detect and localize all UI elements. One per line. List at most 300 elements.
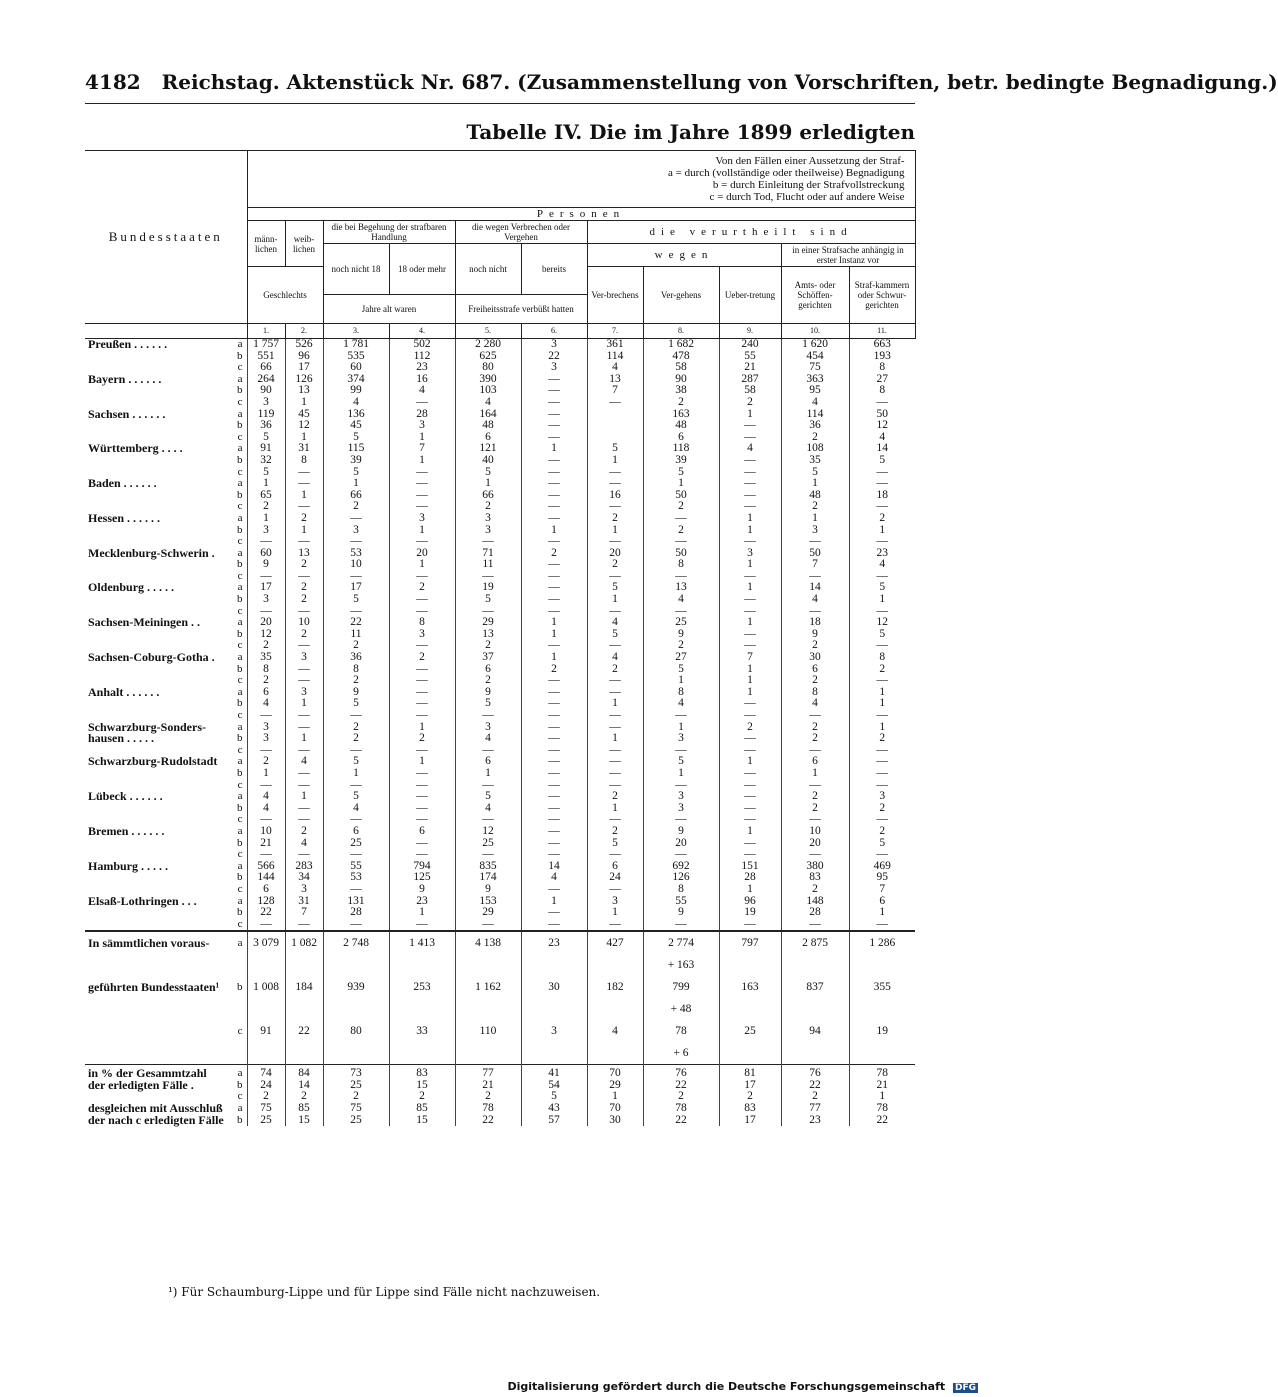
cell-value: 2 [285,629,323,641]
cell-value: — [719,919,781,932]
cell-value: — [323,849,389,861]
table-row [85,954,915,976]
cell-value: — [643,814,719,826]
cell-value: — [849,536,915,548]
cell-value: 8 [643,687,719,699]
cell-value: — [389,501,455,513]
state-name: Bayern . . . . . . [88,371,162,386]
cell-value: 6 [643,432,719,444]
row-letter: b [237,732,243,745]
cell-value [781,954,849,976]
cell-value [719,998,781,1020]
cell-value: 2 [323,733,389,745]
cell-value: 5 [323,756,389,768]
cell-value: 48 [781,490,849,502]
cell-value: 355 [849,976,915,998]
cell-value: 37 [455,652,521,664]
cell-value: 38 [643,385,719,397]
row-letter: a [237,720,243,733]
column-number: 6. [521,324,587,339]
cell-value: — [781,710,849,722]
cell-value: 1 [285,397,323,409]
cell-value: — [285,803,323,815]
cell-value: — [285,780,323,792]
table-row [85,443,915,455]
cell-value: — [849,780,915,792]
cell-value: — [285,467,323,479]
cell-value: 4 [781,594,849,606]
column-number: 1. [247,324,285,339]
cell-value: 36 [247,420,285,432]
cell-value: — [521,675,587,687]
column-number: 8. [643,324,719,339]
cell-value: 91 [247,443,285,455]
cell-value: 287 [719,374,781,386]
cell-value: — [389,838,455,850]
cell-value: — [587,756,643,768]
cell-value: 70 [587,1103,643,1115]
cell-value: 22 [247,907,285,919]
cell-value: 30 [587,1115,643,1127]
cell-value: 1 [389,907,455,919]
cell-value [323,1042,389,1065]
cell-value: — [389,849,455,861]
cell-value: 1 [719,513,781,525]
cell-value: 78 [849,1103,915,1115]
cell-value: — [521,455,587,467]
state-name [85,998,233,1020]
cell-value: 5 [587,629,643,641]
cell-value: 1 [719,826,781,838]
cell-value: — [323,571,389,583]
state-name [85,838,233,850]
cell-value: — [323,745,389,757]
digitization-notice [507,1380,978,1393]
cell-value: 835 [455,861,521,873]
cell-value: — [781,536,849,548]
cell-value: 4 [247,791,285,803]
cell-value: 1 162 [455,976,521,998]
table-row [85,629,915,641]
row-letter: c [237,1025,243,1038]
cell-value: 3 [285,687,323,699]
cell-value: 7 [285,907,323,919]
cell-value: 2 [247,756,285,768]
note-b: b = durch Einleitung der Strafvollstreckung [712,179,905,191]
cell-value: 3 [521,362,587,374]
cell-value: 163 [643,409,719,421]
cell-value: 66 [247,362,285,374]
cell-value: — [781,849,849,861]
cell-value: — [643,571,719,583]
state-name: Sachsen-Coburg-Gotha . [88,650,215,665]
cell-value: — [719,710,781,722]
cell-value: — [719,594,781,606]
cell-value [247,954,285,976]
cell-value: — [849,745,915,757]
cell-value: — [587,745,643,757]
cell-value [587,1042,643,1065]
cell-value: 5 [643,467,719,479]
table-row [85,1020,915,1042]
cell-value: 5 [455,791,521,803]
cell-value: — [285,478,323,490]
cell-value: 3 [323,525,389,537]
cell-value: 1 [719,687,781,699]
cell-value: — [521,490,587,502]
cell-value: 1 [719,582,781,594]
state-name: geführten Bundesstaaten¹ [88,980,220,995]
column-number: 11. [849,324,915,339]
cell-value: — [587,571,643,583]
cell-value: 4 [781,698,849,710]
cell-value: — [285,849,323,861]
cell-value: 1 [849,907,915,919]
cell-value: 164 [455,409,521,421]
cell-value: 1 [587,698,643,710]
cell-value: 25 [323,1115,389,1127]
row-letter: b [237,1078,243,1091]
state-name: In sämmtlichen voraus- [85,931,233,954]
cell-value: 163 [719,976,781,998]
cell-value: 7 [719,652,781,664]
cell-value: + 6 [643,1042,719,1065]
cell-value: — [247,745,285,757]
cell-value: 10 [781,826,849,838]
cell-value: — [389,490,455,502]
header-uebertretung: Ueber-tretung [719,267,781,324]
cell-value: — [285,664,323,676]
cell-value: 45 [323,420,389,432]
cell-value: 8 [849,385,915,397]
cell-value: 3 079 [247,931,285,954]
cell-value: 10 [247,826,285,838]
cell-value: 8 [643,884,719,896]
cell-value: 12 [849,617,915,629]
header-personen: Personen [247,208,915,221]
cell-value: — [521,536,587,548]
cell-value: 3 [643,733,719,745]
cell-value: — [587,640,643,652]
table-row [85,803,915,815]
cell-value: 4 [285,838,323,850]
cell-value: 80 [455,362,521,374]
cell-value: 2 [719,722,781,734]
cell-value: 2 [247,501,285,513]
cell-value: 78 [643,1103,719,1115]
cell-value [247,998,285,1020]
state-name: Schwarzburg-Sonders- [88,719,207,734]
row-letter: b [237,697,243,710]
cell-value: 1 [323,478,389,490]
cell-value: 283 [285,861,323,873]
cell-value: — [521,397,587,409]
cell-value: 9 [323,687,389,699]
row-letter: c [237,430,243,443]
cell-value: — [849,768,915,780]
cell-value: 22 [323,617,389,629]
cell-value: — [389,803,455,815]
cell-value: — [521,768,587,780]
cell-value: 77 [455,1065,521,1080]
table-row [85,374,915,386]
cell-value: — [521,374,587,386]
cell-value: 83 [719,1103,781,1115]
header-geschlechts: Geschlechts [247,267,323,324]
cell-value: 566 [247,861,285,873]
cell-value: 1 [643,722,719,734]
table-row [85,351,915,363]
cell-value: 11 [455,559,521,571]
cell-value: — [455,919,521,932]
cell-value: 28 [781,907,849,919]
header-bundesstaaten: Bundesstaaten [85,151,247,324]
cell-value: — [285,722,323,734]
cell-value: 1 [521,652,587,664]
cell-value: 1 [643,768,719,780]
state-name [85,768,233,780]
cell-value: 99 [323,385,389,397]
cell-value: — [389,687,455,699]
cell-value: + 48 [643,998,719,1020]
table-row [85,861,915,873]
cell-value: 34 [285,872,323,884]
cell-value: 625 [455,351,521,363]
cell-value: 6 [247,687,285,699]
state-name [85,420,233,432]
cell-value: — [719,455,781,467]
cell-value: 13 [643,582,719,594]
cell-value: 54 [521,1080,587,1092]
cell-value: — [587,710,643,722]
table-row [85,409,915,421]
cell-value: 22 [521,351,587,363]
cell-value: 4 [521,872,587,884]
cell-value: 5 [587,838,643,850]
cell-value: — [521,907,587,919]
cell-value: 1 [247,513,285,525]
cell-value: 3 [781,525,849,537]
cell-value: 9 [643,629,719,641]
cell-value: 22 [455,1115,521,1127]
cell-value: 692 [643,861,719,873]
cell-value: 2 [455,1091,521,1103]
cell-value: — [455,606,521,618]
cell-value: 6 [455,664,521,676]
cell-value: 125 [389,872,455,884]
cell-value: 2 [587,559,643,571]
cell-value [781,998,849,1020]
state-name: in % der Gesammtzahl [85,1065,233,1080]
cell-value: 182 [587,976,643,998]
row-letter: b [237,384,243,397]
cell-value: 48 [455,420,521,432]
cell-value: 1 [285,698,323,710]
cell-value: 4 [323,397,389,409]
cell-value: 2 [323,722,389,734]
table-row [85,652,915,664]
cell-value: 4 [455,733,521,745]
cell-value: 43 [521,1103,587,1115]
cell-value: 2 [323,675,389,687]
cell-value: 5 [247,432,285,444]
row-letter: a [237,894,243,907]
state-name [85,1020,233,1042]
cell-value: 5 [455,698,521,710]
statistics-table-container [85,150,915,1126]
row-letter: a [237,511,243,524]
cell-value: 17 [323,582,389,594]
cell-value: — [389,919,455,932]
cell-value: 2 [781,501,849,513]
digitization-text: Digitalisierung gefördert durch die Deutsche Forschungsgemeinschaft [507,1380,946,1393]
cell-value: 30 [781,652,849,664]
cell-value: — [587,884,643,896]
cell-value: — [521,478,587,490]
cell-value: — [719,768,781,780]
cell-value: 4 [587,1020,643,1042]
cell-value [285,1042,323,1065]
cell-value: 6 [587,861,643,873]
cell-value: 526 [285,339,323,351]
cell-value: 18 [781,617,849,629]
cell-value: 153 [455,896,521,908]
cell-value [389,954,455,976]
cell-value: 1 [781,513,849,525]
row-letter: c [237,917,243,930]
cell-value: 41 [521,1065,587,1080]
cell-value: — [455,710,521,722]
cell-value: 22 [643,1115,719,1127]
cell-value: 108 [781,443,849,455]
row-letter: a [237,581,243,594]
cell-value: — [389,791,455,803]
cell-value: 7 [849,884,915,896]
cell-value: 115 [323,443,389,455]
cell-value: 3 [719,548,781,560]
cell-value: 1 [781,478,849,490]
row-letter: a [237,651,243,664]
column-number: 9. [719,324,781,339]
cell-value: — [323,710,389,722]
cell-value: 2 [285,513,323,525]
row-letter: b [237,523,243,536]
cell-value: 2 [643,1091,719,1103]
cell-value: — [389,397,455,409]
cell-value: 4 [587,652,643,664]
header-jahre-alt: Jahre alt waren [323,295,455,324]
table-row [85,780,915,792]
cell-value: 10 [323,559,389,571]
header-wegen-verbrechen: die wegen Verbrechen oder Vergehen [455,221,587,244]
cell-value: 15 [285,1115,323,1127]
cell-value: 5 [323,467,389,479]
cell-value: — [389,640,455,652]
cell-value: 77 [781,1103,849,1115]
cell-value: 1 [719,675,781,687]
cell-value: — [643,919,719,932]
statistics-table [85,150,916,1126]
header-instanz: in einer Strafsache anhängig in erster Instanz vor [781,244,915,267]
cell-value: 21 [719,362,781,374]
cell-value: 23 [849,548,915,560]
cell-value: 128 [247,896,285,908]
cell-value: 95 [781,385,849,397]
cell-value: 9 [455,884,521,896]
cell-value: 14 [285,1080,323,1092]
cell-value: — [389,606,455,618]
cell-value: 2 [285,582,323,594]
row-letter: a [237,755,243,768]
cell-value: 2 [643,397,719,409]
state-name [85,803,233,815]
cell-value: 7 [587,385,643,397]
cell-value: 148 [781,896,849,908]
row-letter: b [237,836,243,849]
cell-value: 4 [587,617,643,629]
cell-value: 1 082 [285,931,323,954]
cell-value: 5 [455,467,521,479]
table-row [85,362,915,374]
cell-value: — [389,467,455,479]
cell-value: 75 [247,1103,285,1115]
cell-value: — [323,780,389,792]
cell-value: 1 [247,768,285,780]
cell-value: 40 [455,455,521,467]
cell-value: 1 [849,1091,915,1103]
cell-value: 1 [849,594,915,606]
cell-value: 2 [781,1091,849,1103]
cell-value: — [849,571,915,583]
cell-value: 110 [455,1020,521,1042]
cell-value: 32 [247,455,285,467]
table-row [85,756,915,768]
cell-value: 60 [323,362,389,374]
row-letter: b [237,349,243,362]
cell-value: — [521,385,587,397]
state-name [85,455,233,467]
cell-value: 253 [389,976,455,998]
table-row [85,594,915,606]
cell-value: — [719,640,781,652]
cell-value: 2 [587,664,643,676]
cell-value: — [719,490,781,502]
cell-value: 1 [849,698,915,710]
cell-value: — [521,582,587,594]
cell-value: — [719,432,781,444]
row-letter: a [237,790,243,803]
cell-value: — [643,513,719,525]
state-name [85,559,233,571]
table-row [85,548,915,560]
cell-value: 60 [247,548,285,560]
cell-value: 6 [389,826,455,838]
table-row [85,687,915,699]
cell-value: 4 [643,594,719,606]
cell-value: 2 [323,640,389,652]
cell-value: 5 [455,594,521,606]
row-letter: c [237,535,243,548]
cell-value: 6 [781,756,849,768]
cell-value: 4 [587,362,643,374]
cell-value [285,998,323,1020]
cell-value: 2 [323,1091,389,1103]
table-row [85,998,915,1020]
cell-value: 2 [455,501,521,513]
cell-value: 21 [247,838,285,850]
cell-value: 4 [455,803,521,815]
cell-value: — [587,501,643,513]
